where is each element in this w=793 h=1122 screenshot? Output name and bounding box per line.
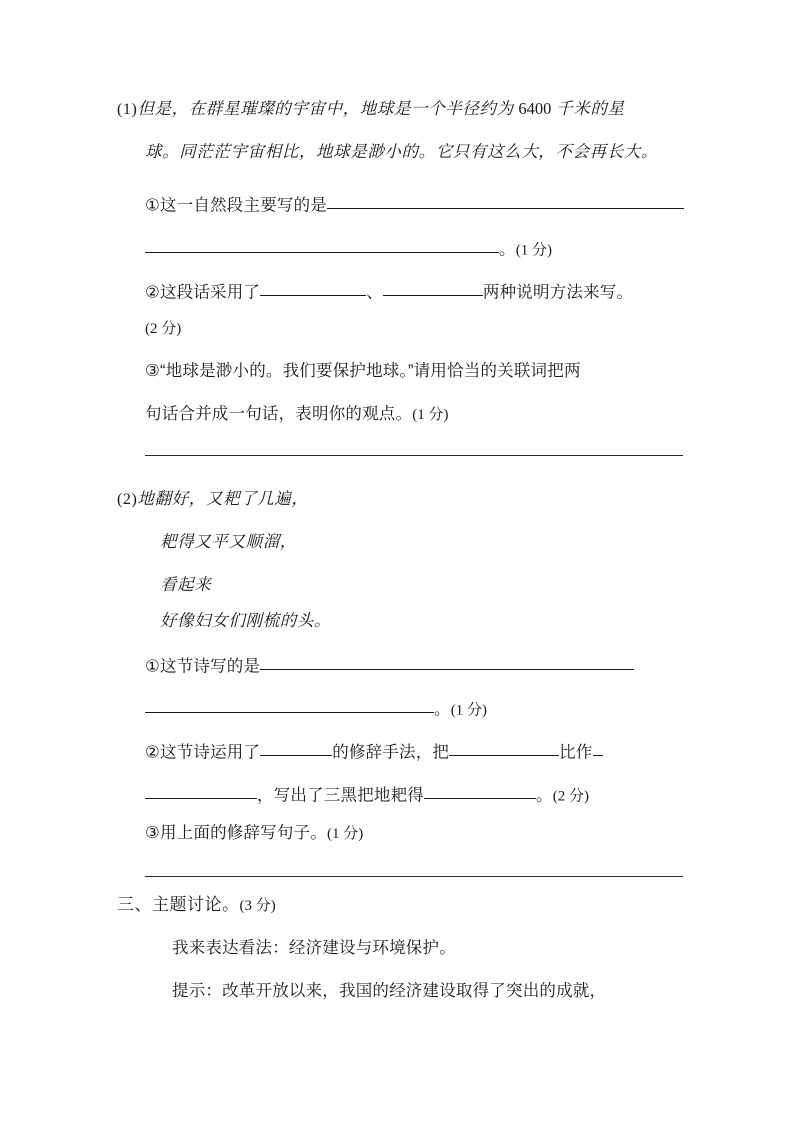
- answer-blank[interactable]: [260, 279, 366, 296]
- sub-2-period: 。: [536, 786, 553, 805]
- answer-blank[interactable]: [145, 236, 499, 253]
- sub-2-separator: 、: [366, 283, 383, 302]
- sub-2-prompt-c: 比作: [559, 743, 593, 762]
- question-2-sub-2-line-1: [145, 739, 603, 761]
- sub-marker-3: ③: [145, 362, 160, 380]
- answer-rule-line[interactable]: [145, 455, 683, 456]
- sub-3-prompt-text: 用上面的修辞写句子。: [160, 824, 327, 842]
- question-2-sub-3: [145, 825, 363, 842]
- sub-marker-3: ③: [145, 824, 160, 842]
- score-mark: (2 分): [552, 788, 589, 805]
- question-2-poem-line-3: 看起来: [160, 575, 212, 594]
- question-1-passage-text-a: 但是，在群星璀璨的宇宙中，地球是一个半径约为: [137, 99, 519, 118]
- section-3-line-2: 提示：改革开放以来，我国的经济建设取得了突出的成就，: [172, 982, 607, 1000]
- section-3-heading: [117, 896, 276, 914]
- sub-2-prompt-after: 两种说明方法来写。: [482, 283, 634, 302]
- question-1-sub-3-line-2: [145, 406, 448, 423]
- section-3-line-1: 我来表达看法：经济建设与环境保护。: [172, 939, 456, 957]
- sub-1-period: 。: [499, 240, 516, 259]
- question-1-sub-2: [145, 279, 633, 301]
- score-mark: (1 分): [450, 702, 487, 719]
- sub-marker-1: ①: [145, 196, 160, 215]
- question-1-passage-line-1: [117, 101, 625, 118]
- answer-rule-line[interactable]: [145, 876, 683, 877]
- question-2-sub-2-line-2: [145, 782, 589, 805]
- question-2-sub-1-continuation: [145, 696, 487, 719]
- poem-line-text: 地翻好，又耙了几遍，: [137, 489, 309, 508]
- answer-blank[interactable]: [424, 782, 536, 799]
- sub-marker-2: ②: [145, 283, 160, 302]
- question-2-poem-line-1: [117, 491, 308, 508]
- question-1-passage-line-2: 球。同茫茫宇宙相比，地球是渺小的。它只有这么大，不会再长大。: [145, 142, 658, 161]
- sub-1-prompt-text: 这一自然段主要写的是: [160, 196, 327, 215]
- score-mark: (1 分): [412, 407, 449, 423]
- answer-blank[interactable]: [327, 192, 684, 209]
- section-3-number: 三、: [117, 895, 152, 914]
- question-2-sub-1: [145, 653, 634, 675]
- score-mark: (1 分): [515, 242, 552, 259]
- answer-blank[interactable]: [145, 782, 257, 799]
- question-1-passage-text-b: 千米的星: [551, 99, 625, 118]
- sub-1-prompt-text: 这节诗写的是: [160, 657, 261, 676]
- answer-blank[interactable]: [145, 696, 434, 713]
- question-2-poem-line-4: 好像妇女们刚梳的头。: [160, 611, 331, 630]
- question-1-sub-3-line-1: [145, 363, 581, 380]
- question-1-sub-1-continuation: [145, 236, 552, 259]
- sub-3-prompt-line-1: “地球是渺小的。我们要保护地球。”请用恰当的关联词把两: [160, 362, 581, 380]
- question-1-enumerator: (1): [117, 101, 138, 118]
- sub-3-prompt-line-2: 句话合并成一句话，表明你的观点。: [145, 405, 413, 423]
- sub-marker-2: ②: [145, 743, 160, 762]
- question-2-poem-line-2: 耙得又平又顺溜，: [160, 532, 297, 551]
- question-1-radius-value: 6400: [518, 99, 552, 118]
- score-mark: (3 分): [239, 898, 276, 914]
- score-mark: (1 分): [327, 826, 364, 842]
- answer-blank[interactable]: [383, 279, 483, 296]
- question-1-sub-1: [145, 192, 684, 214]
- answer-blank[interactable]: [449, 739, 559, 756]
- sub-2-prompt-before: 这段话采用了: [160, 283, 261, 302]
- answer-blank[interactable]: [260, 653, 634, 670]
- sub-2-prompt-d: ，写出了三黑把地耙得: [257, 786, 424, 805]
- sub-1-period: 。: [434, 700, 451, 719]
- question-1-sub-2-score: (2 分): [145, 321, 182, 337]
- answer-blank-wrap[interactable]: [593, 739, 603, 756]
- sub-2-prompt-a: 这节诗运用了: [160, 743, 261, 762]
- sub-marker-1: ①: [145, 657, 160, 676]
- sub-2-prompt-b: 的修辞手法，把: [332, 743, 450, 762]
- answer-blank[interactable]: [260, 739, 332, 756]
- question-2-enumerator: (2): [117, 491, 138, 508]
- section-3-title: 主题讨论。: [152, 895, 240, 914]
